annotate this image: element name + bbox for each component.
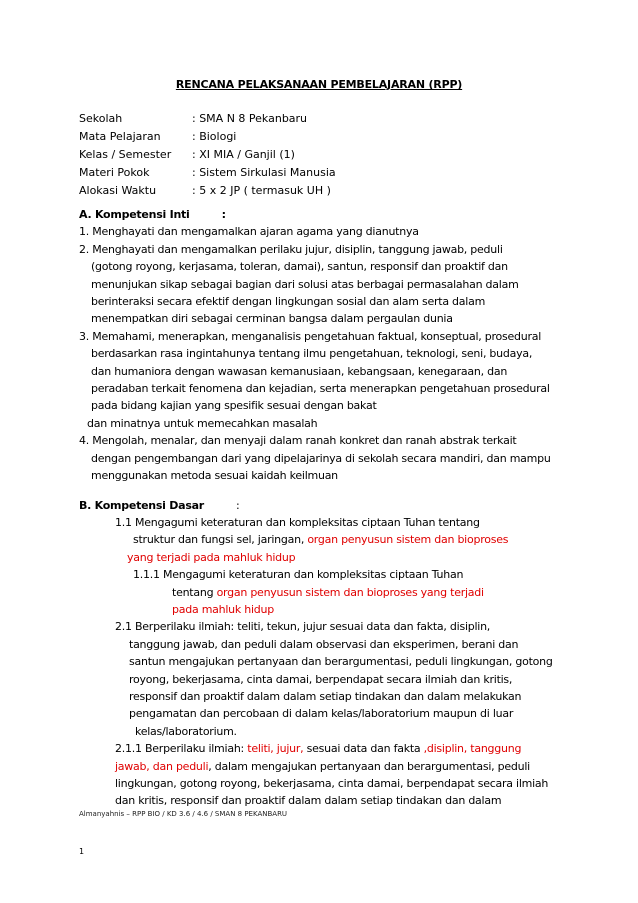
kd-line: pengamatan dan percobaan di dalam kelas/laboratorium maupun di luar xyxy=(129,707,514,721)
identity-label: Alokasi Waktu xyxy=(79,184,157,197)
ki-line: 2. Menghayati dan mengamalkan perilaku jujur, disiplin, tanggung jawab, peduli xyxy=(79,242,503,256)
identity-block xyxy=(79,110,336,200)
identity-row xyxy=(79,164,336,182)
page-footer: Almanyahnis – RPP BIO / KD 3.6 / 4.6 / SMAN 8 PEKANBARU xyxy=(79,810,288,818)
kd-line: tanggung jawab, dan peduli dalam observasi dan eksperimen, berani dan xyxy=(129,637,519,651)
ki-line: 4. Mengolah, menalar, dan menyaji dalam ranah konkret dan ranah abstrak terkait xyxy=(79,434,517,448)
section-b-heading: B. Kompetensi Dasar : xyxy=(79,498,240,512)
kd-line: dan kritis, responsif dan proaktif dalam dalam setiap tindakan dan dalam xyxy=(115,794,502,808)
identity-value: : Sistem Sirkulasi Manusia xyxy=(192,166,336,179)
identity-row xyxy=(79,182,336,200)
identity-row xyxy=(79,110,336,128)
identity-row xyxy=(79,128,336,146)
ki-line: menempatkan diri sebagai cerminan bangsa dalam pergaulan dunia xyxy=(91,312,453,326)
page-number: 1 xyxy=(79,847,85,856)
kd-line: santun mengajukan pertanyaan dan berargumentasi, peduli lingkungan, gotong xyxy=(129,655,553,669)
kd-line: responsif dan proaktif dalam dalam setiap tindakan dan dalam melakukan xyxy=(129,689,522,703)
ki-line: (gotong royong, kerjasama, toleran, damai), santun, responsif dan proaktif dan xyxy=(91,260,508,274)
identity-row xyxy=(79,146,336,164)
identity-label: Mata Pelajaran xyxy=(79,130,161,143)
ki-line: 3. Memahami, menerapkan, menganalisis pengetahuan faktual, konseptual, prosedural xyxy=(79,329,542,343)
identity-value: : Biologi xyxy=(192,130,237,143)
kd-line: kelas/laboratorium. xyxy=(135,724,237,738)
identity-value: : XI MIA / Ganjil (1) xyxy=(192,148,295,161)
ki-line: peradaban terkait fenomena dan kejadian, serta menerapkan pengetahuan prosedural xyxy=(91,382,550,396)
kd-line: yang terjadi pada mahluk hidup xyxy=(127,550,296,564)
ki-line: 1. Menghayati dan mengamalkan ajaran agama yang dianutnya xyxy=(79,225,419,239)
spacer xyxy=(79,485,579,497)
ki-line: menggunakan metoda sesuai kaidah keilmuan xyxy=(91,469,338,483)
ki-line: berinteraksi secara efektif dengan lingkungan sosial dan alam serta dalam xyxy=(91,295,486,309)
kd-line: 2.1 Berperilaku ilmiah: teliti, tekun, jujur sesuai data dan fakta, disiplin, xyxy=(115,620,491,634)
document-title: RENCANA PELAKSANAAN PEMBELAJARAN (RPP) xyxy=(175,78,463,91)
identity-value: : SMA N 8 Pekanbaru xyxy=(192,112,308,125)
ki-line: dan minatnya untuk memecahkan masalah xyxy=(87,416,318,430)
identity-value: : 5 x 2 JP ( termasuk UH ) xyxy=(192,184,331,197)
kd-line: pada mahluk hidup xyxy=(172,602,274,616)
ki-line: menunjukan sikap sebagai bagian dari solusi atas berbagai permasalahan dalam xyxy=(91,277,519,291)
ki-line: dan humaniora dengan wawasan kemanusiaan, kebangsaan, kenegaraan, dan xyxy=(91,364,508,378)
identity-label: Sekolah xyxy=(79,112,123,125)
ki-line: pada bidang kajian yang spesifik sesuai dengan bakat xyxy=(91,399,377,413)
ki-line: berdasarkan rasa ingintahunya tentang ilmu pengetahuan, teknologi, seni, budaya, xyxy=(91,347,533,361)
document-body xyxy=(79,206,579,810)
section-a-heading: A. Kompetensi Inti : xyxy=(79,208,226,221)
kd-line: lingkungan, gotong royong, bekerjasama, cinta damai, berpendapat secara ilmiah xyxy=(115,777,549,790)
kd-line: 1.1 Mengagumi keteraturan dan kompleksitas ciptaan Tuhan tentang xyxy=(115,515,480,529)
kd-line: 2.1.1 Berperilaku ilmiah: teliti, jujur, sesuai data dan fakta ,disiplin, tanggung xyxy=(115,742,522,756)
ki-line: dengan pengembangan dari yang dipelajarinya di sekolah secara mandiri, dan mampu xyxy=(91,451,551,465)
kd-line: 1.1.1 Mengagumi keteraturan dan kompleksitas ciptaan Tuhan xyxy=(133,568,464,582)
identity-label: Kelas / Semester xyxy=(79,148,172,161)
kd-line: jawab, dan peduli, dalam mengajukan pertanyaan dan berargumentasi, peduli xyxy=(115,759,530,773)
identity-label: Materi Pokok xyxy=(79,166,150,179)
kd-line: royong, bekerjasama, cinta damai, berpendapat secara ilmiah dan kritis, xyxy=(129,672,513,686)
kd-line: tentang organ penyusun sistem dan bioproses yang terjadi xyxy=(172,585,484,599)
kd-line: struktur dan fungsi sel, jaringan, organ penyusun sistem dan bioproses xyxy=(133,533,509,547)
